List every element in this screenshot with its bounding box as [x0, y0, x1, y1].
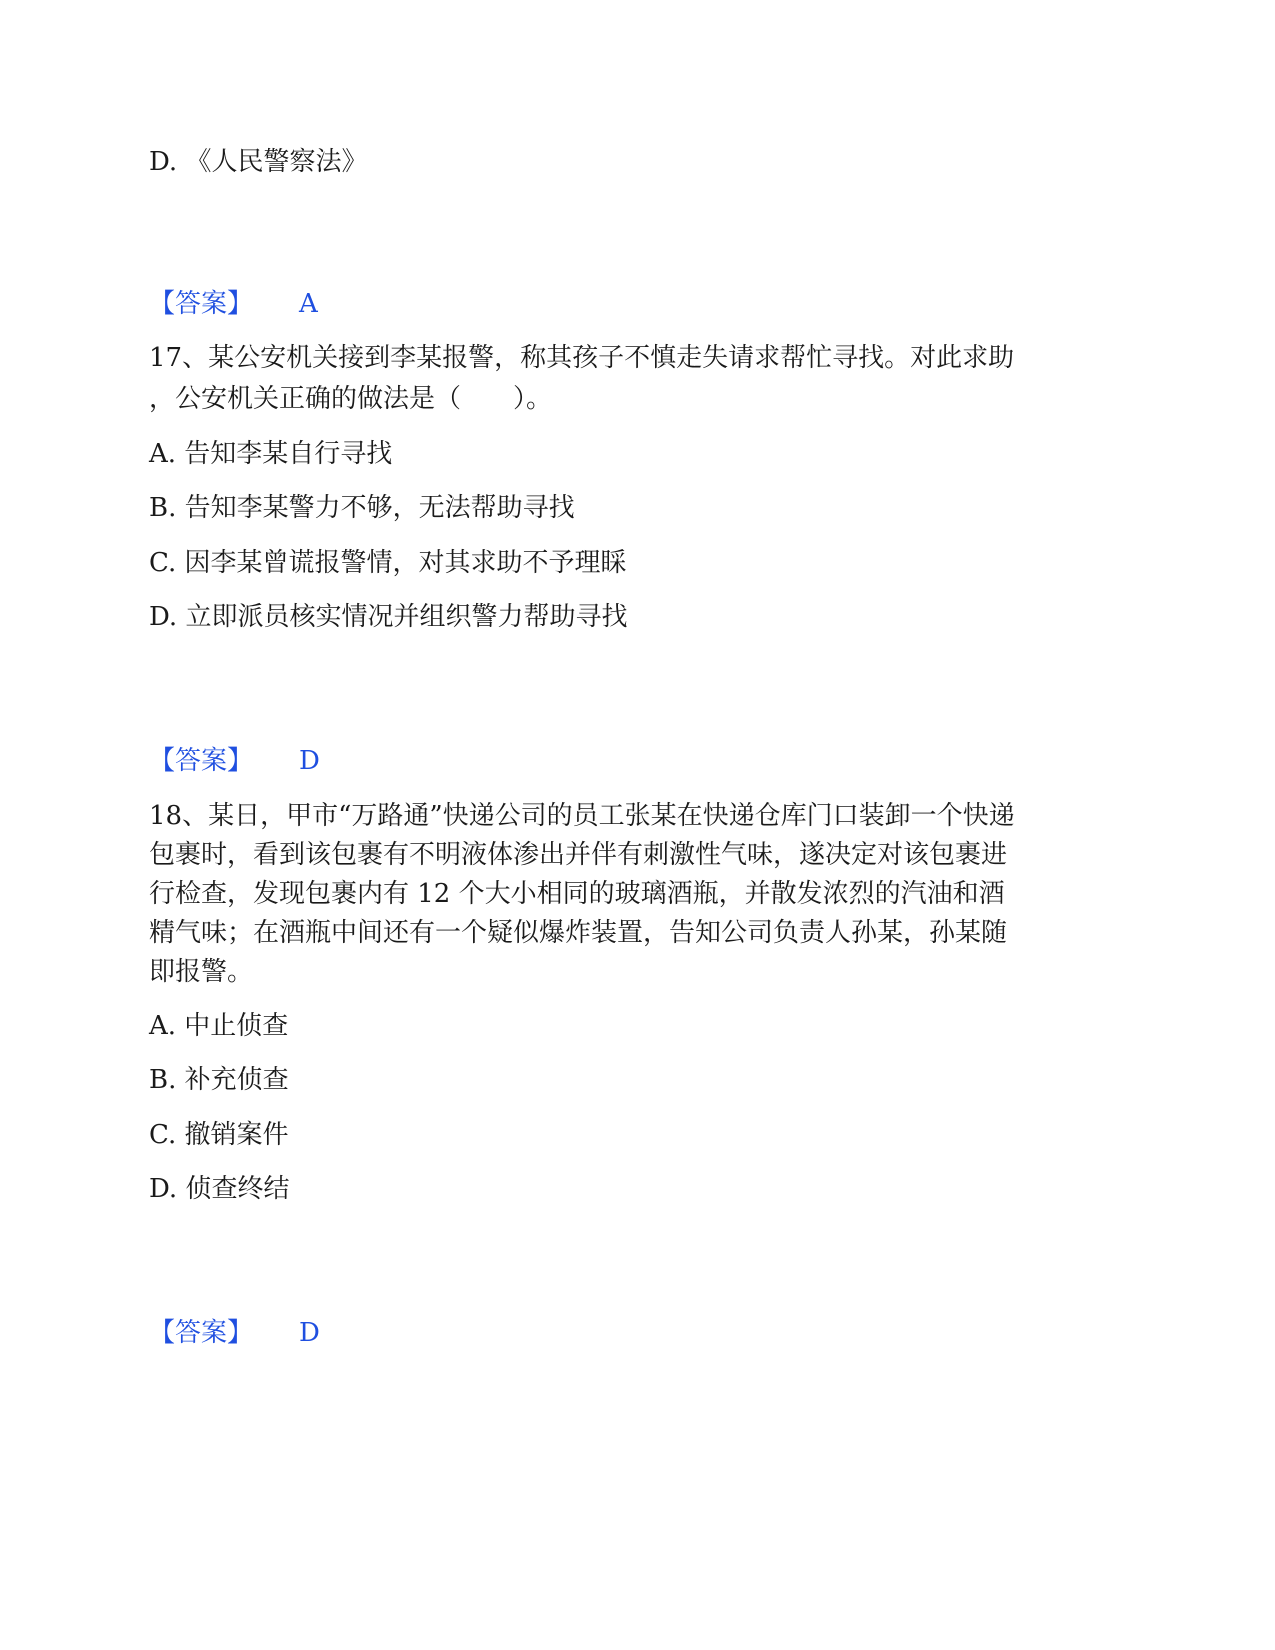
q16-option-d: D. 《人民警察法》: [149, 147, 368, 177]
q17-option-c: C. 因李某曾谎报警情，对其求助不予理睬: [149, 548, 627, 578]
q18-option-d: D. 侦查终结: [149, 1174, 290, 1204]
answer-label: 【答案】: [149, 1318, 254, 1348]
answer-label: 【答案】: [149, 746, 254, 776]
q17-option-b: B. 告知李某警力不够，无法帮助寻找: [149, 493, 575, 523]
answer-16: [149, 287, 318, 321]
q18-option-a: A. 中止侦查: [149, 1011, 289, 1041]
q18-stem-line-5: 即报警。: [149, 957, 254, 987]
answer-17: [149, 744, 320, 778]
q18-stem-line-4: 精气味；在酒瓶中间还有一个疑似爆炸装置，告知公司负责人孙某，孙某随: [149, 918, 1008, 948]
q18-option-b: B. 补充侦查: [149, 1065, 289, 1095]
q17-option-a: A. 告知李某自行寻找: [149, 439, 393, 469]
q17-stem-line-2: ，公安机关正确的做法是（ ）。: [149, 384, 553, 414]
answer-value: A: [299, 289, 318, 319]
answer-18: [149, 1316, 320, 1350]
q17-stem-line-1: 17、某公安机关接到李某报警，称其孩子不慎走失请求帮忙寻找。对此求助: [149, 343, 1015, 373]
q18-stem-line-2: 包裹时，看到该包裹有不明液体渗出并伴有刺激性气味，遂决定对该包裹进: [149, 840, 1008, 870]
q18-stem-line-3: 行检查，发现包裹内有 12 个大小相同的玻璃酒瓶，并散发浓烈的汽油和酒: [149, 879, 1005, 909]
q18-stem-line-1: 18、某日，甲市“万路通”快递公司的员工张某在快递仓库门口装卸一个快递: [149, 801, 1015, 831]
answer-value: D: [299, 746, 320, 776]
answer-label: 【答案】: [149, 289, 254, 319]
answer-value: D: [299, 1318, 320, 1348]
q17-option-d: D. 立即派员核实情况并组织警力帮助寻找: [149, 602, 628, 632]
q18-option-c: C. 撤销案件: [149, 1120, 289, 1150]
